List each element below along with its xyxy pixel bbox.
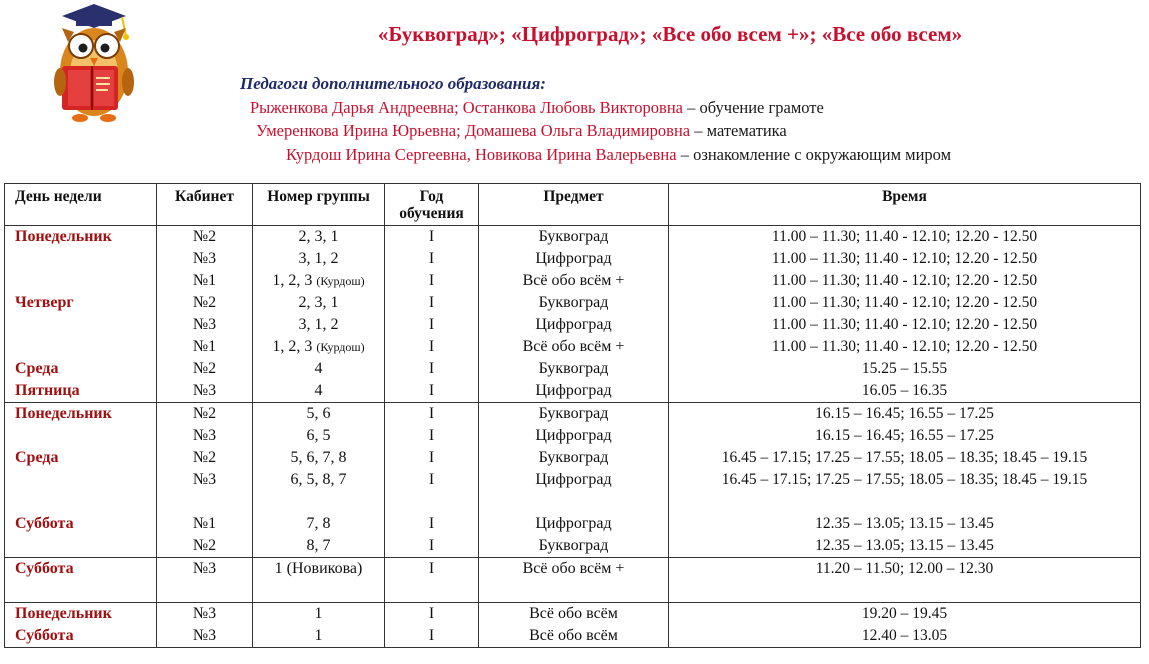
spacer-cell xyxy=(479,580,669,603)
cell-time: 16.45 – 17.15; 17.25 – 17.55; 18.05 – 18.35; 18.45 – 19.15 xyxy=(669,469,1141,491)
cell-day xyxy=(5,535,157,558)
table-row xyxy=(5,535,1141,558)
cell-group xyxy=(253,625,385,648)
cell-year: I xyxy=(385,558,479,581)
cell-subject: Цифроград xyxy=(479,314,669,336)
cell-group xyxy=(253,336,385,358)
spacer-cell xyxy=(5,491,157,513)
cell-group xyxy=(253,513,385,535)
cell-year: I xyxy=(385,226,479,249)
cell-subject: Всё обо всём + xyxy=(479,336,669,358)
cell-room: №2 xyxy=(157,403,253,426)
teacher-line xyxy=(256,121,787,141)
cell-day: Суббота xyxy=(5,625,157,648)
cell-subject: Цифроград xyxy=(479,425,669,447)
cell-year: I xyxy=(385,425,479,447)
cell-time: 11.20 – 11.50; 12.00 – 12.30 xyxy=(669,558,1141,581)
spacer-cell xyxy=(385,580,479,603)
cell-group xyxy=(253,535,385,558)
cell-subject: Буквоград xyxy=(479,403,669,426)
cell-room: №3 xyxy=(157,469,253,491)
col-header-room: Кабинет xyxy=(157,184,253,226)
cell-group xyxy=(253,270,385,292)
group-number: 1, 2, 3 xyxy=(272,272,313,289)
teacher-subject: – математика xyxy=(690,121,787,140)
cell-time: 12.35 – 13.05; 13.15 – 13.45 xyxy=(669,535,1141,558)
cell-time: 12.40 – 13.05 xyxy=(669,625,1141,648)
table-header-row xyxy=(5,184,1141,226)
group-number: 1 xyxy=(314,605,323,622)
cell-room: №3 xyxy=(157,380,253,403)
table-row xyxy=(5,403,1141,426)
cell-time: 16.15 – 16.45; 16.55 – 17.25 xyxy=(669,425,1141,447)
cell-group xyxy=(253,558,385,581)
group-number: 1 xyxy=(314,627,323,644)
cell-year: I xyxy=(385,535,479,558)
cell-day xyxy=(5,469,157,491)
teacher-names: Умеренкова Ирина Юрьевна; Домашева Ольга Владимировна xyxy=(256,121,691,140)
cell-subject: Всё обо всём xyxy=(479,625,669,648)
cell-subject: Цифроград xyxy=(479,513,669,535)
cell-year: I xyxy=(385,513,479,535)
spacer-row xyxy=(5,580,1141,603)
cell-year: I xyxy=(385,358,479,380)
owl-reading-book-icon xyxy=(48,2,136,124)
cell-day: Четверг xyxy=(5,292,157,314)
schedule-body xyxy=(5,226,1141,648)
spacer-cell xyxy=(157,491,253,513)
group-number: 6, 5, 8, 7 xyxy=(290,471,347,488)
page-title: «Буквоград»; «Цифроград»; «Все обо всем +»; «Все обо всем» xyxy=(377,22,963,46)
col-header-group: Номер группы xyxy=(253,184,385,226)
cell-group xyxy=(253,425,385,447)
cell-year: I xyxy=(385,292,479,314)
schedule-table xyxy=(4,183,1141,648)
table-row xyxy=(5,336,1141,358)
cell-year: I xyxy=(385,314,479,336)
table-row xyxy=(5,226,1141,249)
cell-day: Среда xyxy=(5,358,157,380)
cell-group xyxy=(253,403,385,426)
cell-group xyxy=(253,469,385,491)
teacher-line xyxy=(286,145,951,165)
group-number: 1, 2, 3 xyxy=(272,338,313,355)
group-number: 3, 1, 2 xyxy=(298,250,339,267)
cell-room: №2 xyxy=(157,535,253,558)
cell-year: I xyxy=(385,336,479,358)
teacher-names: Рыженкова Дарья Андреевна; Останкова Любовь Викторовна xyxy=(250,98,683,117)
cell-subject: Буквоград xyxy=(479,358,669,380)
col-header-year: Год обучения xyxy=(385,184,479,226)
cell-subject: Цифроград xyxy=(479,380,669,403)
cell-day xyxy=(5,336,157,358)
cell-time: 11.00 – 11.30; 11.40 - 12.10; 12.20 - 12.50 xyxy=(669,292,1141,314)
cell-day: Пятница xyxy=(5,380,157,403)
cell-day: Суббота xyxy=(5,513,157,535)
cell-time: 11.00 – 11.30; 11.40 - 12.10; 12.20 - 12.50 xyxy=(669,314,1141,336)
table-row xyxy=(5,358,1141,380)
cell-year: I xyxy=(385,447,479,469)
cell-group xyxy=(253,358,385,380)
spacer-cell xyxy=(253,580,385,603)
teachers-heading: Педагоги дополнительного образования: xyxy=(240,74,546,93)
table-row xyxy=(5,248,1141,270)
group-note: (Курдош) xyxy=(316,340,365,354)
cell-subject: Буквоград xyxy=(479,226,669,249)
group-number: 5, 6 xyxy=(306,405,331,422)
cell-time: 12.35 – 13.05; 13.15 – 13.45 xyxy=(669,513,1141,535)
cell-time: 11.00 – 11.30; 11.40 - 12.10; 12.20 - 12.50 xyxy=(669,270,1141,292)
table-row xyxy=(5,292,1141,314)
cell-group xyxy=(253,226,385,249)
cell-year: I xyxy=(385,603,479,626)
group-number: 2, 3, 1 xyxy=(298,228,339,245)
cell-time: 16.45 – 17.15; 17.25 – 17.55; 18.05 – 18.35; 18.45 – 19.15 xyxy=(669,447,1141,469)
cell-room: №2 xyxy=(157,226,253,249)
cell-day: Понедельник xyxy=(5,403,157,426)
cell-subject: Буквоград xyxy=(479,292,669,314)
cell-subject: Буквоград xyxy=(479,447,669,469)
cell-day xyxy=(5,270,157,292)
cell-subject: Цифроград xyxy=(479,469,669,491)
cell-time: 16.05 – 16.35 xyxy=(669,380,1141,403)
table-row xyxy=(5,447,1141,469)
table-row xyxy=(5,558,1141,581)
cell-day: Понедельник xyxy=(5,226,157,249)
cell-room: №3 xyxy=(157,248,253,270)
spacer-cell xyxy=(669,491,1141,513)
teacher-line xyxy=(250,98,824,118)
col-header-day: День недели xyxy=(5,184,157,226)
cell-room: №3 xyxy=(157,558,253,581)
group-note: (Курдош) xyxy=(316,274,365,288)
table-row xyxy=(5,603,1141,626)
cell-group xyxy=(253,314,385,336)
table-row xyxy=(5,425,1141,447)
cell-day: Среда xyxy=(5,447,157,469)
teacher-subject: – ознакомление с окружающим миром xyxy=(676,145,952,164)
cell-day xyxy=(5,248,157,270)
spacer-cell xyxy=(669,580,1141,603)
group-number: 3, 1, 2 xyxy=(298,316,339,333)
cell-year: I xyxy=(385,403,479,426)
spacer-cell xyxy=(157,580,253,603)
cell-room: №1 xyxy=(157,336,253,358)
cell-group xyxy=(253,447,385,469)
group-number: 7, 8 xyxy=(306,515,331,532)
cell-room: №1 xyxy=(157,270,253,292)
spacer-row xyxy=(5,491,1141,513)
spacer-cell xyxy=(479,491,669,513)
cell-room: №2 xyxy=(157,292,253,314)
cell-time: 11.00 – 11.30; 11.40 - 12.10; 12.20 - 12.50 xyxy=(669,248,1141,270)
cell-room: №3 xyxy=(157,314,253,336)
cell-subject: Всё обо всём + xyxy=(479,558,669,581)
table-row xyxy=(5,270,1141,292)
teacher-names: Курдош Ирина Сергеевна, Новикова Ирина Валерьевна xyxy=(286,145,677,164)
table-row xyxy=(5,314,1141,336)
cell-subject: Буквоград xyxy=(479,535,669,558)
cell-group xyxy=(253,248,385,270)
group-number: 6, 5 xyxy=(306,427,331,444)
cell-time: 16.15 – 16.45; 16.55 – 17.25 xyxy=(669,403,1141,426)
spacer-cell xyxy=(5,580,157,603)
cell-year: I xyxy=(385,380,479,403)
group-number: 8, 7 xyxy=(306,537,331,554)
cell-day xyxy=(5,425,157,447)
col-header-subject: Предмет xyxy=(479,184,669,226)
col-header-time: Время xyxy=(669,184,1141,226)
cell-room: №3 xyxy=(157,425,253,447)
cell-time: 11.00 – 11.30; 11.40 - 12.10; 12.20 - 12.50 xyxy=(669,336,1141,358)
cell-group xyxy=(253,603,385,626)
table-row xyxy=(5,469,1141,491)
group-number: 5, 6, 7, 8 xyxy=(290,449,347,466)
group-number: 2, 3, 1 xyxy=(298,294,339,311)
group-number: 1 (Новикова) xyxy=(274,560,363,577)
table-row xyxy=(5,625,1141,648)
cell-group xyxy=(253,380,385,403)
cell-room: №3 xyxy=(157,603,253,626)
cell-year: I xyxy=(385,270,479,292)
cell-room: №2 xyxy=(157,358,253,380)
cell-subject: Цифроград xyxy=(479,248,669,270)
cell-year: I xyxy=(385,248,479,270)
spacer-cell xyxy=(253,491,385,513)
table-row xyxy=(5,380,1141,403)
group-number: 4 xyxy=(314,382,323,399)
cell-day: Суббота xyxy=(5,558,157,581)
cell-time: 19.20 – 19.45 xyxy=(669,603,1141,626)
cell-subject: Всё обо всём xyxy=(479,603,669,626)
table-row xyxy=(5,513,1141,535)
cell-time: 15.25 – 15.55 xyxy=(669,358,1141,380)
cell-group xyxy=(253,292,385,314)
cell-room: №1 xyxy=(157,513,253,535)
cell-year: I xyxy=(385,625,479,648)
cell-room: №2 xyxy=(157,447,253,469)
teacher-subject: – обучение грамоте xyxy=(683,98,824,117)
cell-year: I xyxy=(385,469,479,491)
cell-time: 11.00 – 11.30; 11.40 - 12.10; 12.20 - 12.50 xyxy=(669,226,1141,249)
group-number: 4 xyxy=(314,360,323,377)
cell-subject: Всё обо всём + xyxy=(479,270,669,292)
spacer-cell xyxy=(385,491,479,513)
cell-room: №3 xyxy=(157,625,253,648)
cell-day: Понедельник xyxy=(5,603,157,626)
cell-day xyxy=(5,314,157,336)
